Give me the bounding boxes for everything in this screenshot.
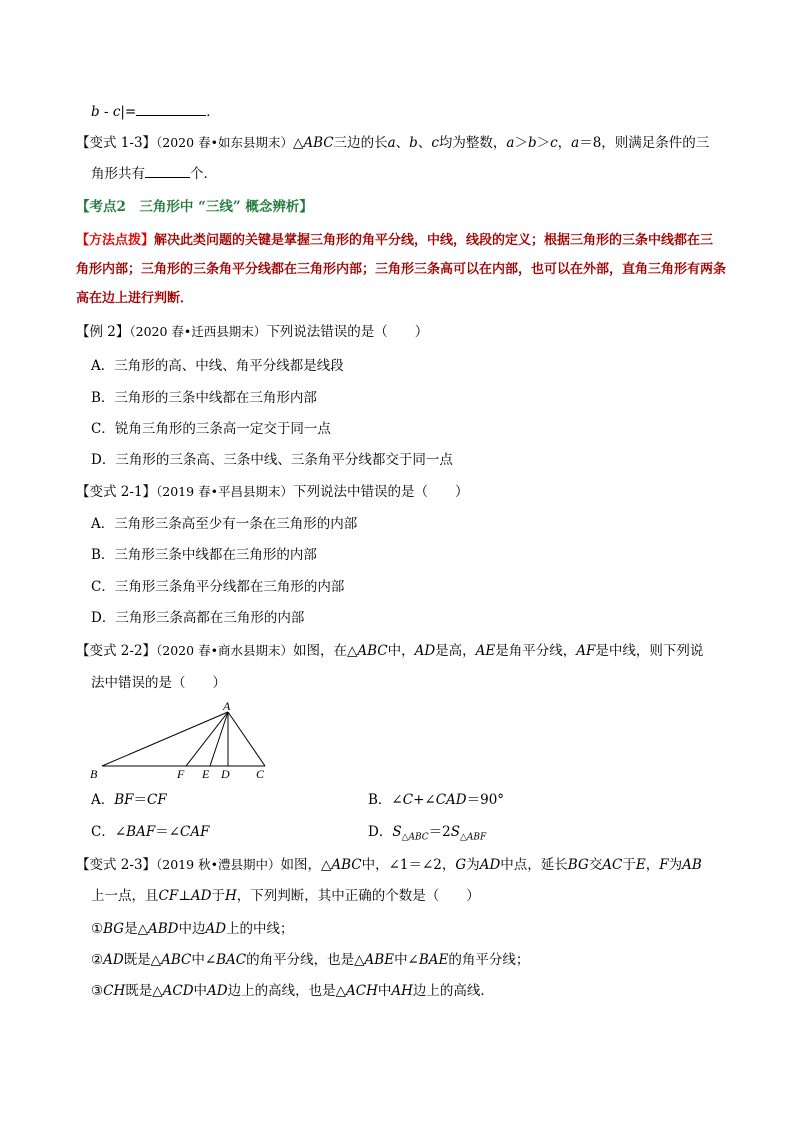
math-variable: BAC (216, 952, 247, 968)
text-run: 的角平分线； (448, 952, 530, 968)
variant-2-1-stem: 【变式 2-1】（2019 春•平昌县期末）下列说法中错误的是（ ） (76, 484, 469, 500)
math-variable: CF (147, 792, 167, 808)
label-e: E (202, 767, 210, 781)
text-run: ， (557, 135, 572, 151)
math-variable: E (635, 857, 646, 873)
example-2-option-c[interactable]: C．锐角三角形的三条高一定交于同一点 (91, 421, 331, 437)
text-run: 中边 (178, 921, 206, 937)
math-variable: CAD (435, 792, 467, 808)
text-run: 交 (588, 857, 603, 873)
text-run: 为 (466, 857, 480, 873)
example-2-option-b[interactable]: B．三角形的三条中线都在三角形内部 (91, 390, 317, 406)
math-variable: AD (205, 921, 227, 937)
text-run: 、 (395, 135, 410, 151)
text-run: ＝∠ (155, 824, 181, 840)
math-variable: CAF (180, 824, 210, 840)
label-a: A (223, 699, 231, 713)
math-variable: AB (682, 857, 702, 873)
math-variable: ABC (303, 135, 334, 151)
math-variable: a (387, 135, 396, 151)
text-run: 、 (417, 135, 432, 151)
text-run: 边上的高线，也是△ (227, 983, 346, 999)
math-variable: a (571, 135, 580, 151)
section-title-kaodian-2: 【考点2 三角形中 “三线” 概念辨析】 (76, 199, 313, 215)
text-run: 均为整数， (438, 135, 507, 151)
variant-2-2-option-d[interactable]: D．$S_{\triangle ABC}=2S_{\triangle ABF}$ (368, 824, 487, 843)
text-run: A． (91, 792, 115, 808)
variant-1-3-line1: 【变式 1-3】（2020 春•如东县期末）△ABC三边的长a、b、c均为整数，a＞b＞c，a＝8，则满足条件的三 (76, 135, 710, 151)
text-run: 的角平分线，也是△ (246, 952, 365, 968)
math-variable: c (550, 135, 558, 151)
text-run: +∠ (413, 792, 436, 808)
math-variable: AD (207, 983, 228, 999)
text-run: 中 (377, 983, 392, 999)
text-run: ＝90° (466, 792, 505, 808)
label-b: B (90, 767, 98, 781)
text-run: 是高， (435, 643, 476, 659)
label-f: F (177, 767, 185, 781)
text-run: ＞ (514, 135, 528, 151)
math-variable: AD (414, 643, 436, 659)
triangle-figure (80, 696, 280, 786)
math-variable: ABE (364, 952, 395, 968)
text-run: ① (91, 921, 104, 937)
variant-2-2-option-b[interactable] (368, 790, 504, 810)
text-run: ③ (91, 983, 104, 999)
math-variable: AF (576, 643, 596, 659)
math-variable: b (527, 135, 537, 151)
label-d: D (221, 767, 230, 781)
math-variable: CH (103, 983, 126, 999)
variant-2-1-option-d[interactable]: D．三角形三条高都在三角形的内部 (91, 610, 305, 626)
math-variable: a (506, 135, 515, 151)
text-run: ② (91, 952, 104, 968)
text-run: 上的中线； (226, 921, 294, 937)
math-variable: BG (567, 857, 589, 873)
math-variable: BG (103, 921, 125, 937)
math-variable: ABD (147, 921, 179, 937)
segment-ac (228, 712, 265, 766)
math-variable: AD (479, 857, 501, 873)
text-run: 是角平分线， (495, 643, 577, 659)
variant-2-2-line2: 法中错误的是（ ） (91, 675, 226, 691)
text-run: △ (292, 135, 304, 151)
math-variable: b (409, 135, 418, 151)
variant-2-1-option-b[interactable]: B．三角形三条中线都在三角形的内部 (91, 547, 317, 563)
math-variable: AH (391, 983, 413, 999)
text-run: ＝8，则满足条件的三 (579, 135, 710, 151)
text-run: ⊥ (178, 888, 191, 904)
text-run: ＝ (133, 792, 148, 808)
text-run: B．∠ (368, 792, 403, 808)
text-run: 中 (193, 983, 208, 999)
segment-af (186, 712, 228, 766)
example-2-stem: 【例 2】（2020 春•迁西县期末）下列说法错误的是（ ） (76, 324, 429, 340)
math-variable: CF (158, 888, 179, 904)
text-run: C．∠ (91, 824, 127, 840)
math-variable: BF (114, 792, 134, 808)
text-run: 既是△ (125, 983, 163, 999)
text-run: 是△ (124, 921, 148, 937)
variant-2-3-line1: 【变式 2-3】（2019 秋•澧县期中）如图，△ABC中，∠1＝∠2，G为AD中点，延长BG交AC于E，F为AB (76, 857, 702, 873)
text-run: 于 (622, 857, 636, 873)
answer-blank[interactable] (145, 163, 190, 178)
text-run: 上一点，且 (91, 888, 159, 904)
variant-2-2-option-c[interactable] (91, 822, 209, 842)
math-variable: G (455, 857, 467, 873)
example-2-option-d[interactable]: D．三角形的三条高、三条中线、三条角平分线都交于同一点 (91, 452, 453, 468)
math-variable: ABC (161, 952, 192, 968)
variant-2-2-option-a[interactable] (91, 790, 167, 810)
math-variable: AC (602, 857, 623, 873)
variant-2-3-line2 (91, 886, 480, 906)
variant-2-3-statement-1 (91, 919, 294, 939)
math-variable: AD (190, 888, 212, 904)
text-run: 于 (211, 888, 225, 904)
math-variable: ABC (331, 857, 362, 873)
math-variable: ACD (162, 983, 194, 999)
math-variable: BAF (126, 824, 156, 840)
segment-ab (102, 712, 228, 766)
variant-2-3-statement-3 (91, 981, 494, 1001)
math-variable: AD (103, 952, 124, 968)
math-variable: ABC (357, 643, 388, 659)
segment-ae (210, 712, 228, 766)
text-run: 中∠ (191, 952, 217, 968)
text-run: 三边的长 (333, 135, 388, 151)
text-run: 为 (668, 857, 683, 873)
text-run: 中， (387, 643, 415, 659)
variant-2-1-option-a[interactable]: A．三角形三条高至少有一条在三角形的内部 (91, 516, 358, 532)
text-run: ， (645, 857, 660, 873)
text-run: 既是△ (123, 952, 162, 968)
example-2-option-a[interactable]: A．三角形的高、中线、角平分线都是线段 (91, 358, 344, 374)
math-variable: AE (475, 643, 496, 659)
prev-answer-line: b - c|= ． (91, 101, 220, 122)
text-run: ＞ (536, 135, 551, 151)
text-run: 中，∠1＝∠2， (361, 857, 456, 873)
label-c: C (256, 767, 265, 781)
method-tip: 【方法点拨】解决此类问题的关键是掌握三角形的角平分线，中线，线段的定义；根据三角形的三条中线都在三角形内部；三角形的三条角平分线都在三角形内部；三角形三条高可以在内部，也可以在外部，直角三角形有两条高在边上进行判断． (76, 233, 727, 306)
variant-1-3-line2: 角形共有 个． (91, 163, 217, 184)
variant-2-3-statement-2 (91, 950, 529, 970)
math-variable: H (224, 888, 237, 904)
math-variable: C (402, 792, 414, 808)
text-run: 如图，△ (280, 857, 332, 873)
answer-blank[interactable] (136, 101, 206, 116)
variant-2-2-line1: 【变式 2-2】（2020 春•商水县期末）如图，在△ABC中，AD是高，AE是角平分线，AF是中线，则下列说 (76, 643, 704, 659)
math-variable: BAE (418, 952, 449, 968)
math-variable: ACH (345, 983, 378, 999)
math-variable: c (431, 135, 439, 151)
text-run: 边上的高线． (412, 983, 494, 999)
text-run: 中∠ (394, 952, 419, 968)
text-run: ，下列判断，其中正确的个数是（ ） (236, 888, 480, 904)
variant-2-1-option-c[interactable]: C．三角形三条角平分线都在三角形的内部 (91, 579, 345, 595)
text-run: 是中线，则下列说 (595, 643, 704, 659)
math-variable: F (659, 857, 669, 873)
text-run: 中点，延长 (500, 857, 568, 873)
text-run: 如图，在△ (292, 643, 358, 659)
